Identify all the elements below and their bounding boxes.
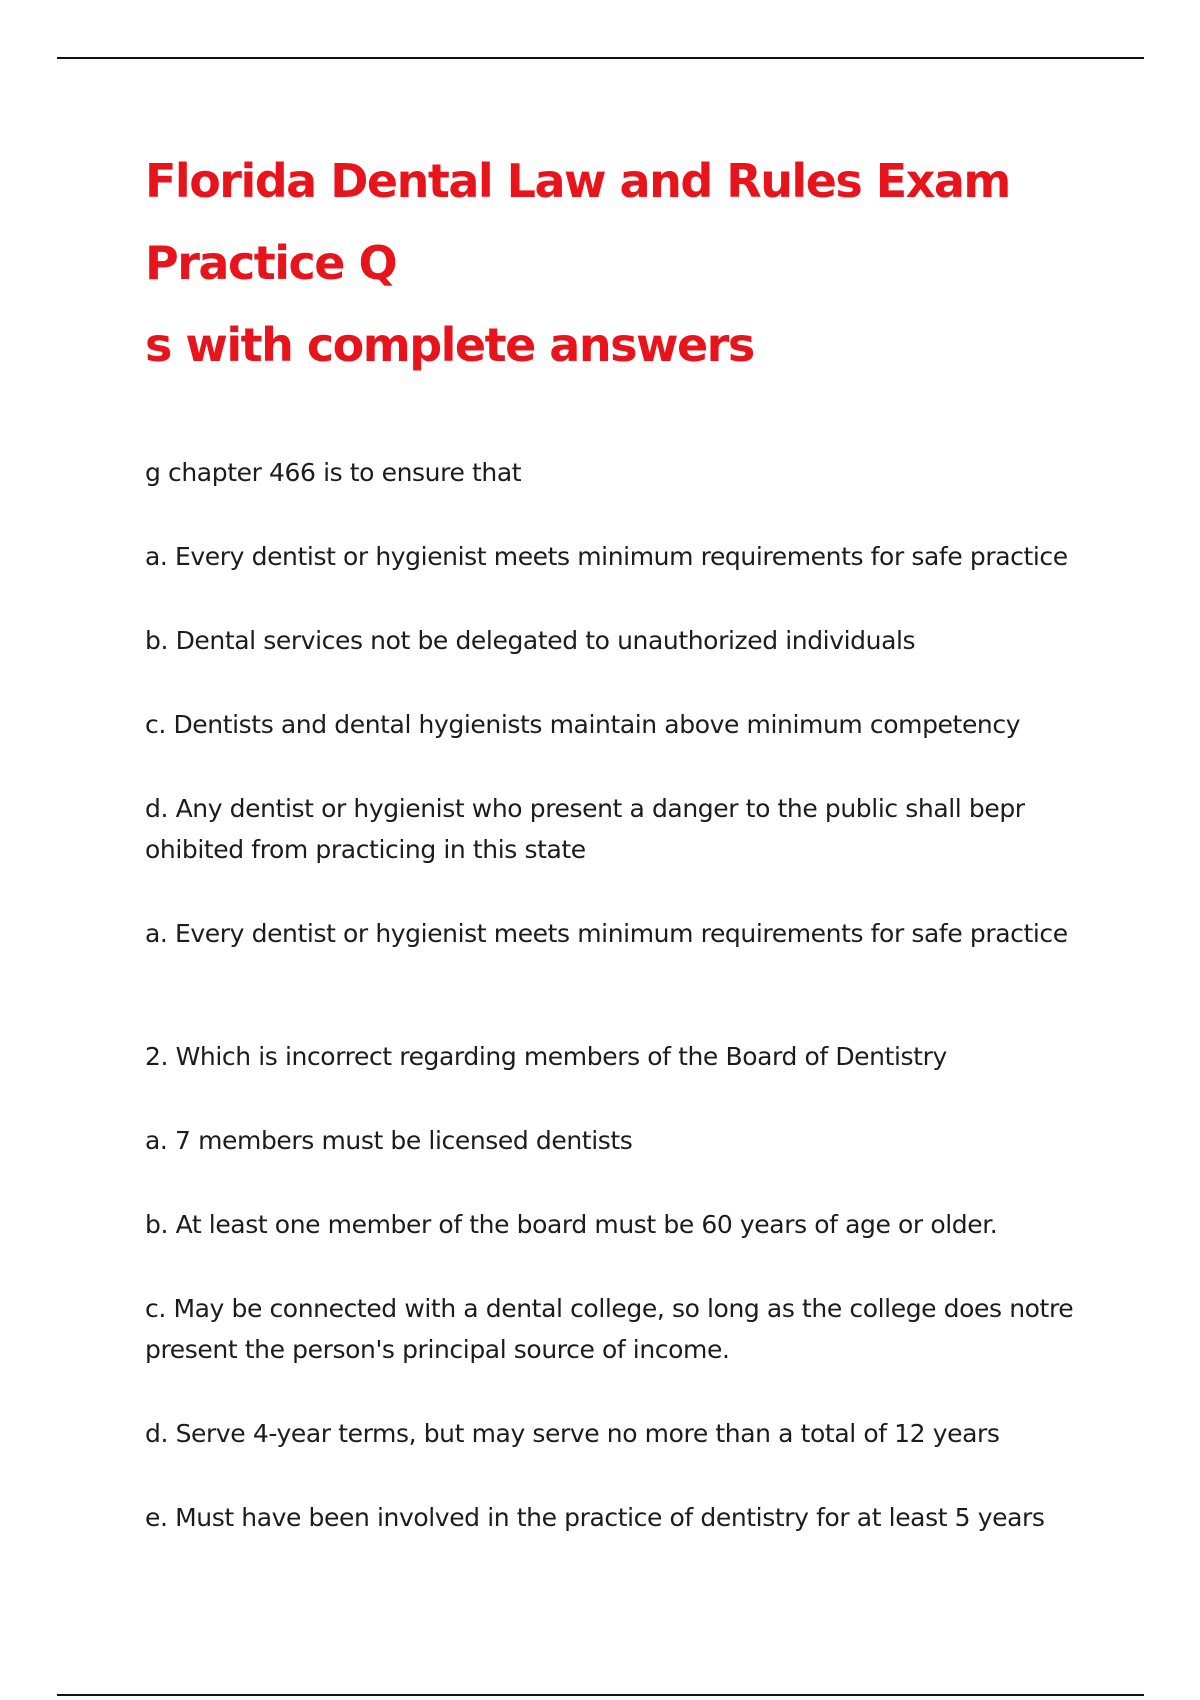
question-2-option-d: d. Serve 4-year terms, but may serve no more than a total of 12 years bbox=[145, 1419, 1000, 1448]
title-line-2: s with complete answers bbox=[145, 318, 754, 372]
document-title bbox=[145, 140, 1105, 386]
question-1-option-a: a. Every dentist or hygienist meets minimum requirements for safe practice bbox=[145, 542, 1068, 571]
question-2-option-e: e. Must have been involved in the practice of dentistry for at least 5 years bbox=[145, 1503, 1045, 1532]
document-body bbox=[145, 140, 1105, 1538]
question-1-option-d bbox=[145, 788, 1105, 870]
question-1-stem: g chapter 466 is to ensure that bbox=[145, 458, 522, 487]
question-1-option-d-line-2: ohibited from practicing in this state bbox=[145, 835, 586, 864]
question-2-stem: 2. Which is incorrect regarding members of the Board of Dentistry bbox=[145, 1042, 947, 1071]
top-rule bbox=[57, 57, 1144, 59]
question-1-answer: a. Every dentist or hygienist meets minimum requirements for safe practice bbox=[145, 919, 1068, 948]
question-2-option-b: b. At least one member of the board must be 60 years of age or older. bbox=[145, 1210, 998, 1239]
question-1-option-c: c. Dentists and dental hygienists maintain above minimum competency bbox=[145, 710, 1021, 739]
question-2-option-a: a. 7 members must be licensed dentists bbox=[145, 1126, 633, 1155]
question-2-option-c-line-2: present the person's principal source of income. bbox=[145, 1335, 730, 1364]
question-2 bbox=[145, 1036, 1105, 1538]
bottom-rule bbox=[57, 1694, 1144, 1696]
question-1-option-b: b. Dental services not be delegated to unauthorized individuals bbox=[145, 626, 916, 655]
question-2-option-c-line-1: c. May be connected with a dental college, so long as the college does notre bbox=[145, 1294, 1074, 1323]
question-1 bbox=[145, 452, 1105, 954]
question-2-option-c bbox=[145, 1288, 1105, 1370]
question-1-option-d-line-1: d. Any dentist or hygienist who present a danger to the public shall bepr bbox=[145, 794, 1025, 823]
title-line-1: Florida Dental Law and Rules Exam Practice Q bbox=[145, 154, 1010, 290]
